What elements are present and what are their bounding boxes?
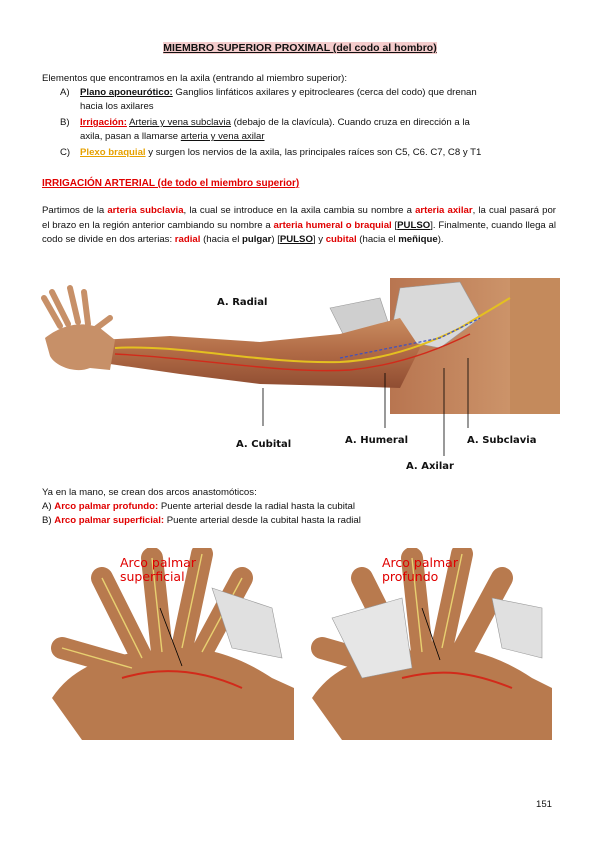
list-term: Plano aponeurótico:: [80, 87, 173, 98]
label-a-axilar: A. Axilar: [406, 461, 454, 472]
arc-item-a: A) Arco palmar profundo: Puente arterial desde la radial hasta la cubital: [42, 501, 355, 512]
label-arco-profundo: Arco palmar profundo: [382, 555, 458, 584]
list-item-b: [42, 116, 556, 131]
arm-anatomy-illustration: [40, 278, 560, 478]
list-term: Plexo braquial: [80, 147, 146, 158]
intro-text: Elementos que encontramos en la axila (entrando al miembro superior):: [42, 73, 348, 84]
list-marker: B): [60, 117, 70, 128]
arc-item-b: B) Arco palmar superficial: Puente arterial desde la cubital hasta la radial: [42, 515, 361, 526]
hand-intro: Ya en la mano, se crean dos arcos anastomóticos:: [42, 487, 257, 498]
label-arco-superficial: Arco palmar superficial: [120, 555, 196, 584]
list-term: Irrigación:: [80, 117, 127, 128]
list-text: (debajo de la clavícula). Cuando cruza en dirección a la: [230, 117, 470, 128]
list-text: y surgen los nervios de la axila, las principales raíces son C5, C6. C7, C8 y T1: [145, 147, 482, 158]
label-a-subclavia: A. Subclavia: [467, 435, 537, 446]
list-item-a-cont: hacia los axilares: [80, 101, 154, 112]
page-number: 151: [536, 799, 553, 810]
page-title: MIEMBRO SUPERIOR PROXIMAL (del codo al hombro): [163, 42, 437, 54]
list-link: Arteria y vena subclavia: [129, 117, 231, 128]
section-heading: IRRIGACIÓN ARTERIAL (de todo el miembro superior): [42, 178, 300, 189]
list-text: Ganglios linfáticos axilares y epitrocleares (cerca del codo) que drenan: [172, 87, 477, 98]
label-a-humeral: A. Humeral: [345, 435, 409, 446]
list-marker: C): [60, 147, 71, 158]
list-item-c: [42, 146, 572, 161]
label-a-radial: A. Radial: [217, 297, 268, 308]
list-item-a: [42, 86, 556, 101]
label-a-cubital: A. Cubital: [236, 439, 292, 450]
list-item-b-cont: axila, pasan a llamarse arteria y vena axilar: [80, 131, 265, 142]
list-marker: A): [60, 87, 70, 98]
arterial-paragraph: Partimos de la arteria subclavia, la cual se introduce en la axila cambia su nombre a arteria axilar, la cual pasará por el brazo en la región anterior cambiando su nombre a arteria humeral o braquial [PULSO]. Finalmente, cuando llega al codo se divide en dos arterias: radial (hacia el pulgar) [PULSO] y cubital (hacia el meñique).: [42, 205, 557, 245]
